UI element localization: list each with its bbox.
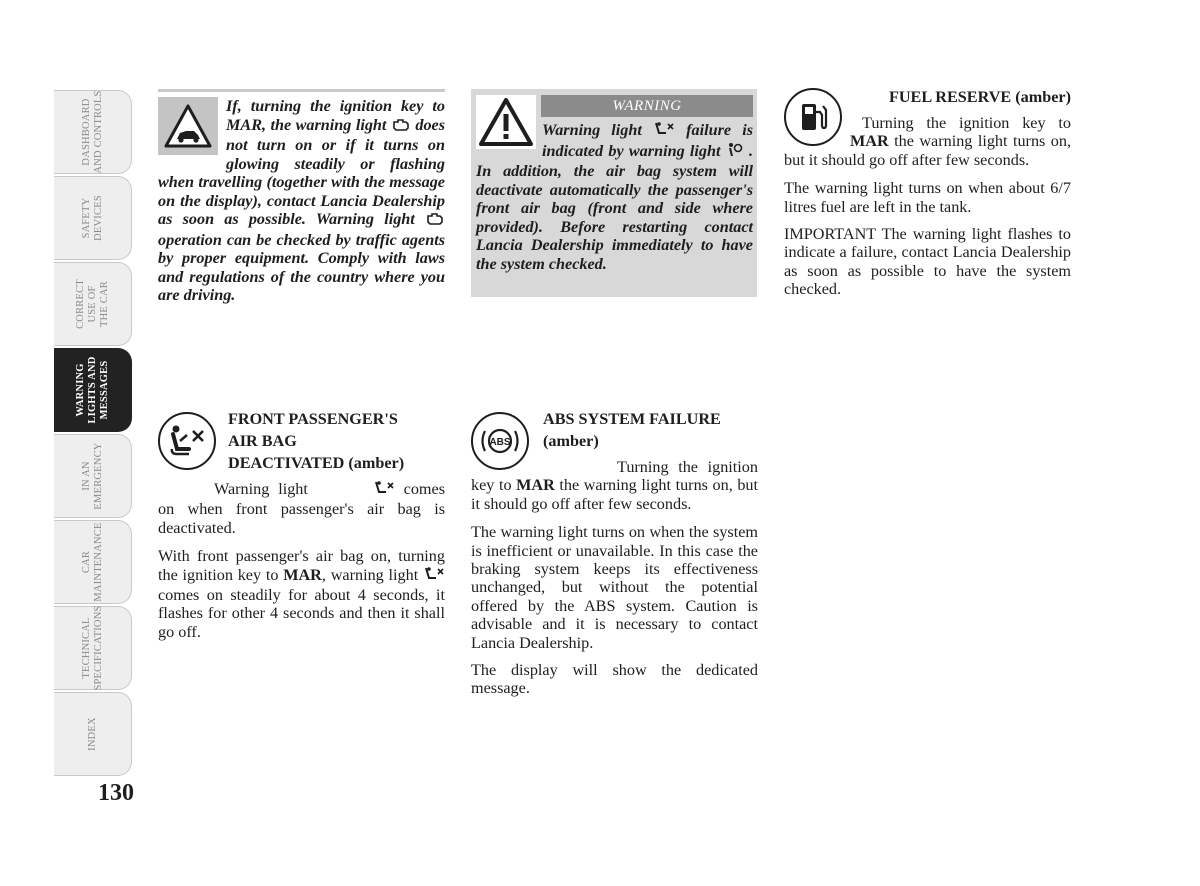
page-number: 130 bbox=[98, 780, 134, 806]
tab-label: CORRECT USE OF THE CAR bbox=[74, 279, 110, 329]
warning-text-1: Warning light bbox=[542, 121, 642, 139]
abs-text-1b: MAR bbox=[516, 476, 555, 495]
warning-text-2: failure is indicated by warning light bbox=[542, 121, 754, 160]
abs-text-2: The warning light turns on when the system is inefficient or unavailable. In this case the braking system keeps its effectiveness unchanged, but without the potential offered by the ABS system. Caution is advisable and it is necessary to contact Lancia Dealership. bbox=[471, 523, 758, 652]
airbag-text-2d: comes on steadily for about 4 seconds, it flashes for other 4 seconds and then it shall go off. bbox=[158, 586, 445, 641]
airbag-text-1b: comes on when front passenger's air bag is deactivated. bbox=[158, 480, 445, 537]
engine-icon bbox=[425, 212, 445, 231]
note-text-2: does not turn on or if it turns on glowing steadily or flashing when travelling (together with the message on the display), contact Lancia Dealership as soon as possible. Warning light bbox=[158, 115, 446, 228]
airbag-text-2c: , warning light bbox=[321, 565, 419, 584]
airbag-text-2b: MAR bbox=[283, 565, 322, 584]
tab-emergency[interactable] bbox=[54, 434, 132, 518]
airbag-title-3: DEACTIVATED bbox=[228, 454, 345, 472]
abs-qualifier: (amber) bbox=[543, 432, 599, 450]
warning-header: WARNING bbox=[541, 95, 753, 117]
airbag-deactivated-icon bbox=[317, 480, 395, 500]
tab-warning-lights[interactable] bbox=[54, 348, 132, 432]
tab-safety-devices[interactable] bbox=[54, 176, 132, 260]
airbag-deactivated-icon bbox=[158, 412, 216, 470]
fuel-text-2: The warning light turns on when about 6/7 litres fuel are left in the tank. bbox=[784, 179, 1071, 216]
airbag-text-1a: Warning light bbox=[214, 480, 308, 498]
abs-failure-section bbox=[471, 408, 758, 698]
fuel-text-1b: MAR bbox=[850, 132, 889, 151]
airbag-title-2: AIR BAG bbox=[228, 432, 297, 450]
abs-icon bbox=[471, 412, 529, 470]
abs-text-1c: the warning light turns on, but it should go off after few seconds. bbox=[471, 476, 759, 513]
tab-label: SAFETY DEVICES bbox=[80, 195, 104, 241]
airbag-deactivated-section bbox=[158, 408, 445, 641]
tab-label: IN AN EMERGENCY bbox=[80, 442, 104, 510]
fuel-text-1a: Turning the ignition key to bbox=[862, 114, 1071, 132]
tab-correct-use[interactable] bbox=[54, 262, 132, 346]
abs-icon-text: ABS bbox=[489, 437, 511, 448]
tab-technical-specifications[interactable] bbox=[54, 606, 132, 690]
abs-title: ABS SYSTEM FAILURE bbox=[543, 410, 721, 428]
car-warning-triangle-icon bbox=[158, 97, 218, 155]
note-top-rule bbox=[158, 89, 445, 92]
abs-text-1a: Turning the ignition key to bbox=[471, 458, 758, 495]
engine-icon bbox=[391, 118, 411, 137]
fuel-qualifier: (amber) bbox=[1015, 88, 1071, 106]
airbag-icon bbox=[726, 142, 744, 163]
airbag-title-1: FRONT PASSENGER'S bbox=[228, 410, 398, 428]
warning-triangle-icon bbox=[476, 95, 536, 149]
engine-warning-note bbox=[158, 97, 445, 305]
note-text-3: operation can be checked by traffic agents by proper equipment. Comply with laws and regulations of the country where you are driving. bbox=[158, 230, 445, 304]
tab-label: DASHBOARD AND CONTROLS bbox=[80, 90, 104, 174]
airbag-deactivated-icon bbox=[653, 121, 675, 142]
airbag-deactivated-icon bbox=[423, 566, 445, 586]
fuel-text-1c: the warning light turns on, but it should go off after few seconds. bbox=[784, 132, 1072, 169]
fuel-reserve-section bbox=[784, 86, 1071, 299]
fuel-title: FUEL RESERVE bbox=[888, 88, 1012, 106]
tab-label: WARNING LIGHTS AND MESSAGES bbox=[74, 356, 110, 424]
warning-box-content bbox=[476, 95, 753, 273]
abs-text-3: The display will show the dedicated message. bbox=[471, 661, 758, 698]
note-text-1: If, turning the ignition key to MAR, the warning light bbox=[226, 97, 445, 134]
tab-label: CAR MAINTENANCE bbox=[80, 522, 104, 602]
fuel-text-3: IMPORTANT The warning light flashes to indicate a failure, contact Lancia Dealership as soon as possible to have the system checked. bbox=[784, 225, 1071, 299]
tab-dashboard-and-controls[interactable] bbox=[54, 90, 132, 174]
section-tabs bbox=[54, 90, 132, 778]
warning-text-3: . In addition, the air bag system will deactivate automatically the passenger's front air bag (front and side where provided). Before restarting contact Lancia Dealership immediately to have the system checked. bbox=[476, 141, 753, 273]
airbag-qualifier: (amber) bbox=[348, 454, 405, 472]
tab-label: INDEX bbox=[86, 717, 98, 751]
tab-index[interactable] bbox=[54, 692, 132, 776]
tab-label: TECHNICAL SPECIFICATIONS bbox=[80, 605, 104, 691]
fuel-pump-icon bbox=[784, 88, 842, 146]
tab-car-maintenance[interactable] bbox=[54, 520, 132, 604]
airbag-text-2a: With front passenger's air bag on, turning the ignition key to bbox=[158, 547, 445, 584]
